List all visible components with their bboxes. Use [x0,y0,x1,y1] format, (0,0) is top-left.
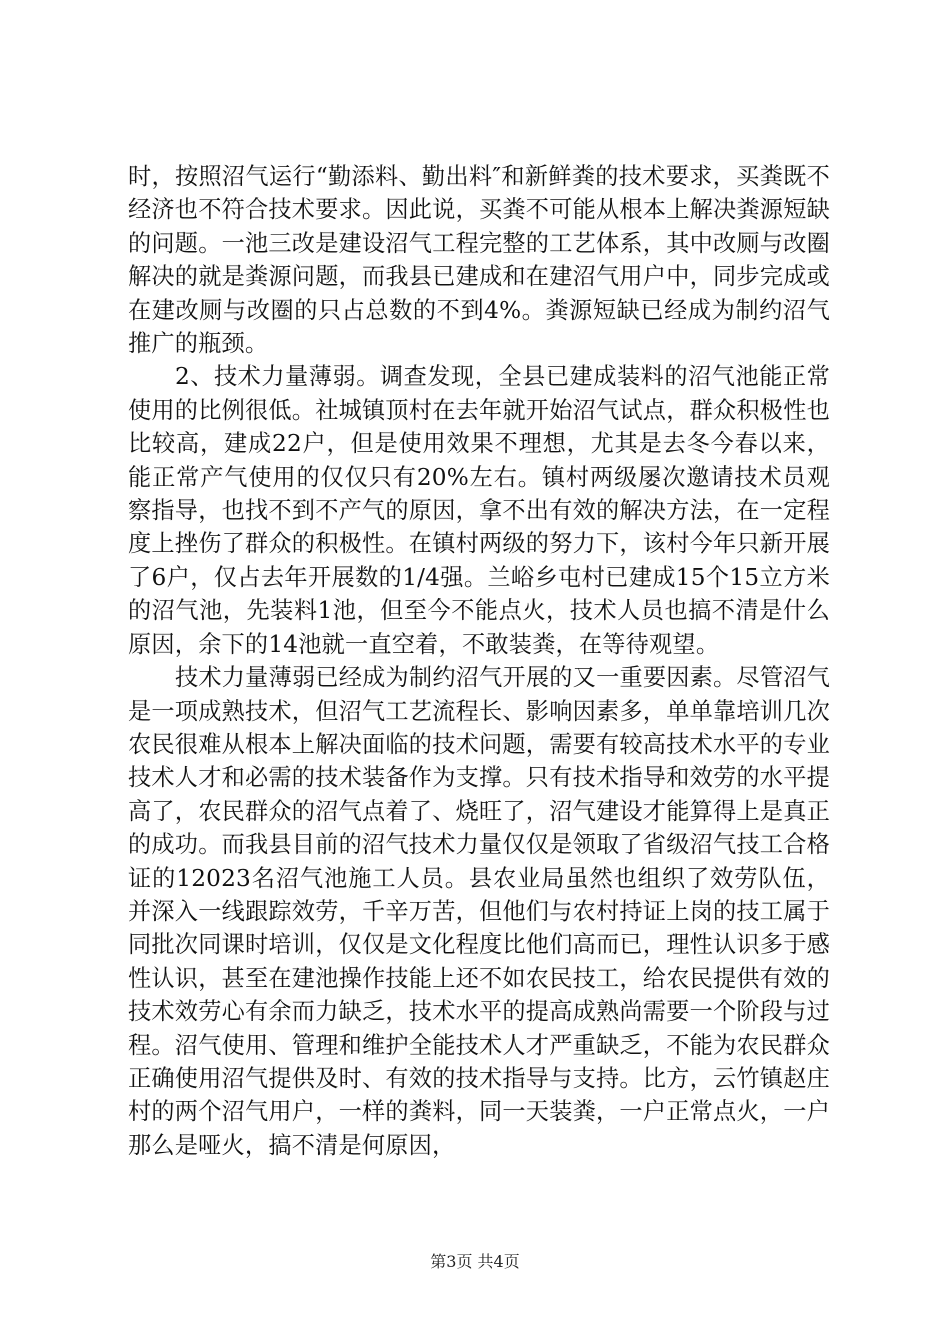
paragraph-technical-factor: 技术力量薄弱已经成为制约沼气开展的又一重要因素。尽管沼气是一项成熟技术，但沼气工艺流程长、影响因素多，单单靠培训几次农民很难从根本上解决面临的技术问题，需要有较高技术水平的专业技术人才和必需的技术装备作为支撑。只有技术指导和效劳的水平提高了，农民群众的沼气点着了、烧旺了，沼气建设才能算得上是真正的成功。而我县目前的沼气技术力量仅仅是领取了省级沼气技工合格证的12023名沼气池施工人员。县农业局虽然也组织了效劳队伍，并深入一线跟踪效劳，千辛万苦，但他们与农村持证上岗的技工属于同批次同课时培训，仅仅是文化程度比他们高而已，理性认识多于感性认识，甚至在建池操作技能上还不如农民技工，给农民提供有效的技术效劳心有余而力缺乏，技术水平的提高成熟尚需要一个阶段与过程。沼气使用、管理和维护全能技术人才严重缺乏，不能为农民群众正确使用沼气提供及时、有效的技术指导与支持。比方，云竹镇赵庄村的两个沼气用户，一样的粪料，同一天装粪，一户正常点火，一户那么是哑火，搞不清是何原因， [128,664,830,1159]
document-body [128,160,830,1162]
paragraph-technical-weakness: 2、技术力量薄弱。调查发现，全县已建成装料的沼气池能正常使用的比例很低。社城镇顶村在去年就开始沼气试点，群众积极性也比较高，建成22户，但是使用效果不理想，尤其是去冬今春以来，能正常产气使用的仅仅只有20%左右。镇村两级屡次邀请技术员观察指导，也找不到不产气的原因，拿不出有效的解决方法，在一定程度上挫伤了群众的积极性。在镇村两级的努力下，该村今年只新开展了6户，仅占去年开展数的1/4强。兰峪乡屯村已建成15个15立方米的沼气池，先装料1池，但至今不能点火，技术人员也搞不清是什么原因，余下的14池就一直空着，不敢装粪，在等待观望。 [128,363,830,658]
page-number-footer: 第3页 共4页 [430,1252,520,1271]
paragraph-continuation: 时，按照沼气运行“勤添料、勤出料″和新鲜粪的技术要求，买粪既不经济也不符合技术要求。因此说，买粪不可能从根本上解决粪源短缺的问题。一池三改是建设沼气工程完整的工艺体系，其中改厕与改圈解决的就是粪源问题，而我县已建成和在建沼气用户中，同步完成或在建改厕与改圈的只占总数的不到4%。粪源短缺已经成为制约沼气推广的瓶颈。 [128,163,830,358]
